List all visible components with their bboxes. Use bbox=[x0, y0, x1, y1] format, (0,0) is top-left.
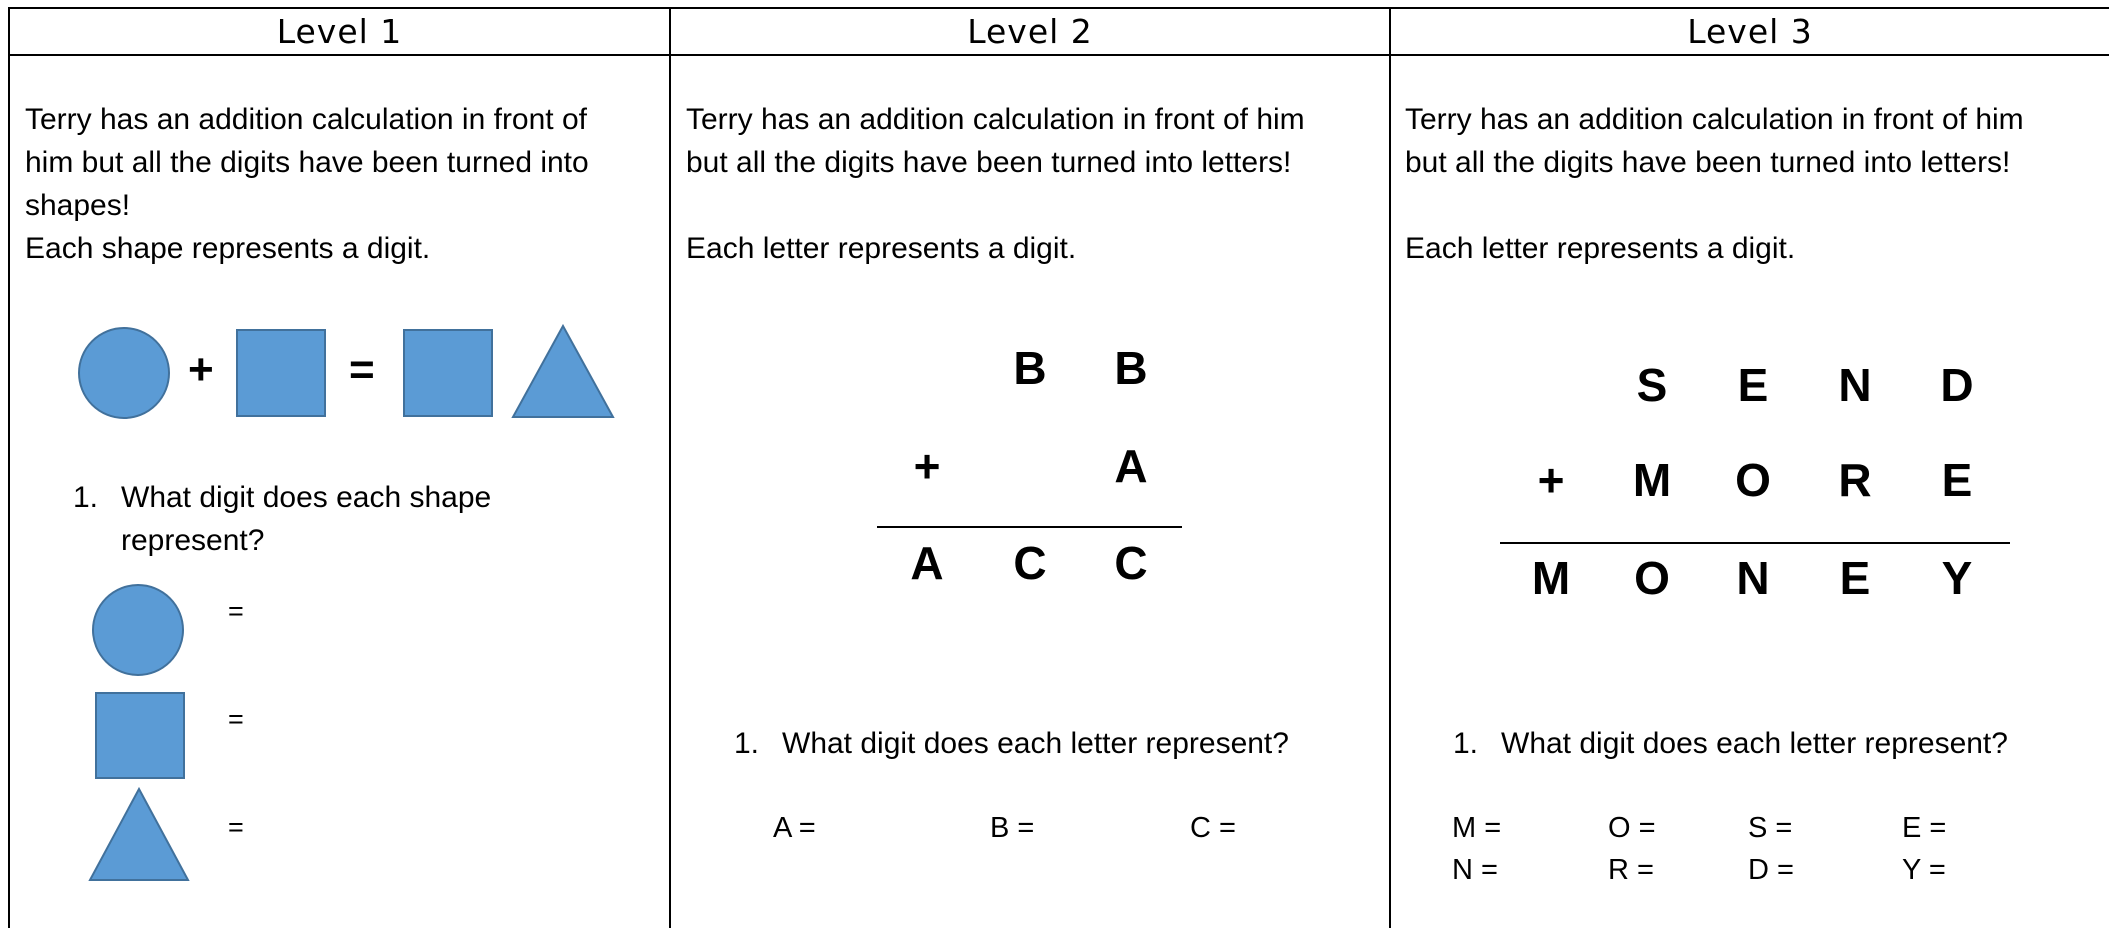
sum-letter: R bbox=[1838, 454, 1872, 506]
answer-n: N = bbox=[1452, 854, 1498, 886]
sum-letter: O bbox=[1735, 454, 1771, 506]
question-number: 1. bbox=[734, 727, 760, 760]
answer-triangle-equals: = bbox=[228, 812, 244, 842]
level1-intro-line: Each shape represents a digit. bbox=[25, 232, 431, 265]
equation-triangle-shape bbox=[511, 324, 615, 419]
answer-m: M = bbox=[1452, 812, 1502, 844]
sum-letter: E bbox=[1737, 359, 1769, 411]
equation-circle-shape bbox=[77, 326, 171, 420]
sum-result-letter: E bbox=[1839, 552, 1871, 604]
sum-result-letter: A bbox=[910, 537, 944, 589]
level3-intro-line bbox=[1405, 184, 2024, 227]
level2-intro-line: Terry has an addition calculation in front of him bbox=[686, 103, 1305, 136]
header-bottom-border bbox=[8, 54, 2109, 56]
answer-circle-shape bbox=[91, 583, 185, 677]
question-text bbox=[121, 476, 491, 562]
sum-letter: M bbox=[1632, 454, 1672, 506]
level1-intro-line: Terry has an addition calculation in front of bbox=[25, 103, 587, 136]
level1-intro-line: shapes! bbox=[25, 189, 131, 222]
sum-letter: S bbox=[1636, 359, 1668, 411]
level1-intro-line: him but all the digits have been turned into bbox=[25, 146, 589, 179]
level3-intro-line: Terry has an addition calculation in front of him bbox=[1405, 103, 2024, 136]
sum-letter: E bbox=[1941, 454, 1973, 506]
question-text-line: What digit does each shape bbox=[121, 481, 492, 514]
question-text: What digit does each letter represent? bbox=[1501, 727, 2008, 760]
question-number: 1. bbox=[1453, 727, 1479, 760]
level3-question bbox=[1453, 722, 2073, 767]
equation-plus-sign: + bbox=[188, 345, 214, 394]
equation-square-shape bbox=[403, 329, 493, 417]
header-level-3: Level 3 bbox=[1687, 11, 1813, 51]
level1-intro bbox=[25, 98, 589, 270]
level1-question bbox=[73, 476, 633, 566]
column-divider-2 bbox=[1389, 7, 1391, 928]
answer-a: A = bbox=[773, 812, 816, 844]
column-divider-1 bbox=[669, 7, 671, 928]
answer-square-equals: = bbox=[228, 704, 244, 734]
sum-result-letter: C bbox=[1013, 537, 1047, 589]
sum-result-letter: M bbox=[1531, 552, 1571, 604]
level2-intro-line: but all the digits have been turned into letters! bbox=[686, 146, 1292, 179]
answer-c: C = bbox=[1190, 812, 1236, 844]
answer-b: B = bbox=[990, 812, 1035, 844]
level2-question bbox=[734, 722, 1354, 767]
level3-intro bbox=[1405, 98, 2024, 270]
equation-equals-sign: = bbox=[349, 345, 375, 394]
header-level-1: Level 1 bbox=[276, 11, 403, 51]
sum-plus-sign: + bbox=[913, 440, 941, 492]
answer-y: Y = bbox=[1902, 854, 1946, 886]
sum-result-letter: Y bbox=[1941, 552, 1973, 604]
level2-intro-line: Each letter represents a digit. bbox=[686, 232, 1077, 265]
sum-letter: B bbox=[1114, 342, 1148, 394]
level3-intro-line: Each letter represents a digit. bbox=[1405, 232, 1796, 265]
level3-intro-line: but all the digits have been turned into letters! bbox=[1405, 146, 2011, 179]
answer-r: R = bbox=[1608, 854, 1654, 886]
answer-e: E = bbox=[1902, 812, 1947, 844]
question-text: What digit does each letter represent? bbox=[782, 727, 1289, 760]
sum-result-letter: O bbox=[1634, 552, 1670, 604]
level2-intro-line bbox=[686, 184, 1305, 227]
sum-letter: A bbox=[1114, 440, 1148, 492]
sum-letter: D bbox=[1940, 359, 1974, 411]
answer-triangle-shape bbox=[88, 787, 190, 882]
sum-letter: B bbox=[1013, 342, 1047, 394]
sum-line bbox=[1500, 542, 2010, 544]
sum-letter: N bbox=[1838, 359, 1872, 411]
sum-result-letter: C bbox=[1114, 537, 1148, 589]
answer-circle-equals: = bbox=[228, 596, 244, 626]
answer-o: O = bbox=[1608, 812, 1656, 844]
sum-line bbox=[877, 526, 1182, 528]
level2-intro bbox=[686, 98, 1305, 270]
question-text-line: represent? bbox=[121, 524, 265, 557]
answer-square-shape bbox=[95, 692, 185, 779]
header-level-2: Level 2 bbox=[967, 11, 1093, 51]
answer-d: D = bbox=[1748, 854, 1794, 886]
table-left-border bbox=[8, 7, 10, 928]
equation-square-shape bbox=[236, 329, 326, 417]
sum-result-letter: N bbox=[1736, 552, 1770, 604]
answer-s: S = bbox=[1748, 812, 1793, 844]
question-number: 1. bbox=[73, 481, 99, 514]
sum-plus-sign: + bbox=[1537, 454, 1565, 506]
